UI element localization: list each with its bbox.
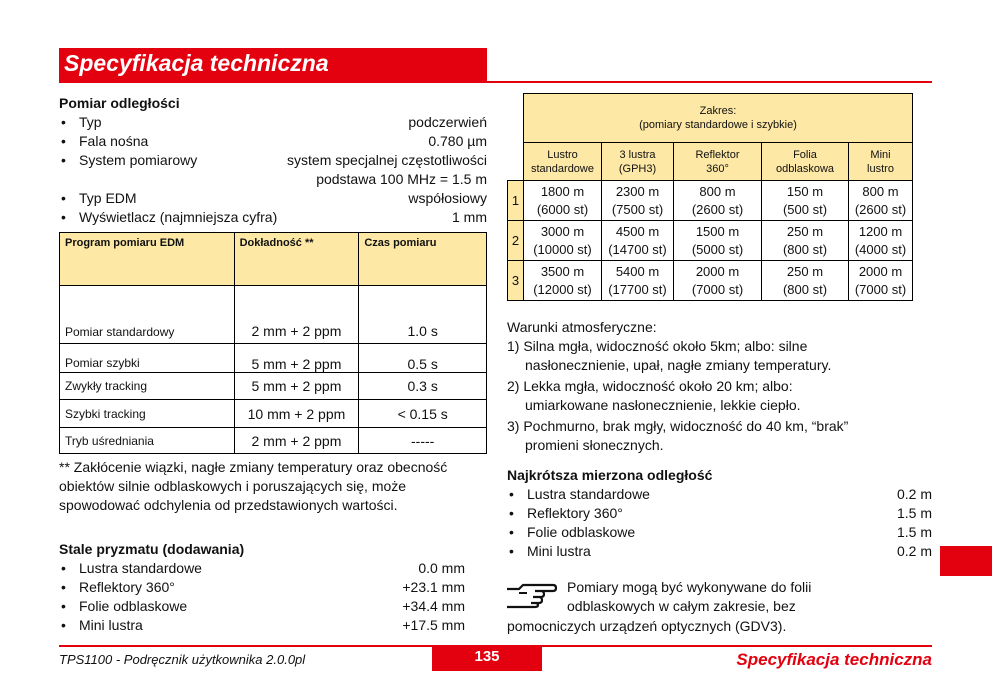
distance-item: • System pomiarowy system specjalnej częstotliwości (61, 152, 487, 168)
table-cell: < 0.15 s (359, 400, 487, 428)
table-cell: 3500 m (12000 st) (524, 261, 602, 301)
table-cell: 0.3 s (359, 373, 487, 400)
table-row (60, 400, 487, 428)
atmos-item: 3) Pochmurno, brak mgły, widoczność do 40 km, “brak” (507, 418, 849, 434)
table-cell: Pomiar standardowy (60, 286, 235, 344)
table-cell: 2300 m (7500 st) (602, 181, 674, 221)
table-row (508, 221, 913, 261)
shortest-item: • Reflektory 360° 1.5 m (509, 505, 932, 521)
range-title: Zakres: (pomiary standardowe i szybkie) (524, 94, 913, 143)
page-title: Specyfikacja techniczna (64, 50, 329, 76)
footer-manual-title: TPS1100 - Podręcznik użytkownika 2.0.0pl (59, 652, 306, 667)
distance-item: • Wyświetlacz (najmniejsza cyfra) 1 mm (61, 209, 487, 225)
atmos-item: 2) Lekka mgła, widoczność około 20 km; albo: (507, 378, 793, 394)
atmos-item: 1) Silna mgła, widoczność około 5km; albo: silne (507, 338, 808, 354)
shortest-item: • Lustra standardowe 0.2 m (509, 486, 932, 502)
distance-heading: Pomiar odległości (59, 95, 180, 111)
distance-item: • Typ EDM współosiowy (61, 190, 487, 206)
table-header-row (60, 233, 487, 286)
footer-section-title: Specyfikacja techniczna (736, 650, 932, 669)
distance-item-continuation: podstawa 100 MHz = 1.5 m (316, 171, 487, 187)
table-cell: Szybki tracking (60, 400, 235, 428)
table-cell: 1200 m (4000 st) (849, 221, 913, 261)
table-cell: 4500 m (14700 st) (602, 221, 674, 261)
atmos-item-cont: umiarkowane nasłonecznienie, lekkie ciepło. (525, 397, 801, 413)
edm-program-table (59, 232, 487, 454)
table-cell: 1500 m (5000 st) (674, 221, 762, 261)
table-cell: 5 mm + 2 ppm (234, 344, 359, 373)
row-number: 1 (508, 181, 524, 221)
table-cell: 250 m (800 st) (762, 261, 849, 301)
note-line: pomocniczych urządzeń optycznych (GDV3). (507, 618, 787, 634)
header-divider (59, 81, 932, 83)
table-cell: 0.5 s (359, 344, 487, 373)
table-cell: 5 mm + 2 ppm (234, 373, 359, 400)
range-title-row (508, 94, 913, 143)
table-cell: 5400 m (17700 st) (602, 261, 674, 301)
table-cell: Pomiar szybki (60, 344, 235, 373)
table-cell: Zwykły tracking (60, 373, 235, 400)
prism-item: • Folie odblaskowe +34.4 mm (61, 598, 465, 614)
column-header: Folia odblaskowa (762, 143, 849, 181)
shortest-item: • Folie odblaskowe 1.5 m (509, 524, 932, 540)
table-cell: 2 mm + 2 ppm (234, 286, 359, 344)
shortest-heading: Najkrótsza mierzona odległość (507, 467, 713, 483)
table-cell: 800 m (2600 st) (849, 181, 913, 221)
prism-item: • Reflektory 360° +23.1 mm (61, 579, 465, 595)
table-cell: 2000 m (7000 st) (849, 261, 913, 301)
column-header: Mini lustro (849, 143, 913, 181)
range-table (507, 93, 913, 301)
column-header: Czas pomiaru (359, 233, 487, 286)
table-row (508, 181, 913, 221)
row-number: 2 (508, 221, 524, 261)
range-column-header-row (508, 143, 913, 181)
table-cell: 1800 m (6000 st) (524, 181, 602, 221)
prism-heading: Stale pryzmatu (dodawania) (59, 541, 245, 557)
atmos-item-cont: nasłonecznienie, upał, nagłe zmiany temperatury. (525, 357, 832, 373)
pointing-hand-icon (505, 583, 557, 609)
distance-item: • Fala nośna 0.780 µm (61, 133, 487, 149)
accuracy-footnote: ** Zakłócenie wiązki, nagłe zmiany temperatury oraz obecność obiektów silnie odblaskowych i poruszających się, może spowodować odchylenia od przedstawionych wartości. (59, 459, 448, 513)
note-line: odblaskowych w całym zakresie, bez (567, 598, 796, 614)
column-header: 3 lustra (GPH3) (602, 143, 674, 181)
table-cell: 3000 m (10000 st) (524, 221, 602, 261)
column-header: Reflektor 360° (674, 143, 762, 181)
atmos-item-cont: promieni słonecznych. (525, 437, 664, 453)
table-cell: ----- (359, 428, 487, 454)
column-header: Program pomiaru EDM (60, 233, 235, 286)
table-row (60, 373, 487, 400)
column-header: Lustro standardowe (524, 143, 602, 181)
shortest-item: • Mini lustra 0.2 m (509, 543, 932, 559)
table-cell: 1.0 s (359, 286, 487, 344)
page-number: 135 (432, 647, 542, 671)
distance-item: • Typ podczerwień (61, 114, 487, 130)
column-header: Dokładność ** (234, 233, 359, 286)
prism-item: • Lustra standardowe 0.0 mm (61, 560, 465, 576)
chapter-tab-marker (940, 546, 992, 576)
row-number: 3 (508, 261, 524, 301)
table-row (508, 261, 913, 301)
table-cell: 10 mm + 2 ppm (234, 400, 359, 428)
prism-item: • Mini lustra +17.5 mm (61, 617, 465, 633)
table-cell: 250 m (800 st) (762, 221, 849, 261)
table-cell: Tryb uśredniania (60, 428, 235, 454)
table-cell: 2000 m (7000 st) (674, 261, 762, 301)
atmos-heading: Warunki atmosferyczne: (507, 319, 657, 335)
table-row (60, 344, 487, 373)
table-row (60, 428, 487, 454)
table-cell: 2 mm + 2 ppm (234, 428, 359, 454)
note-line: Pomiary mogą być wykonywane do folii (567, 579, 812, 595)
table-cell: 150 m (500 st) (762, 181, 849, 221)
table-row (60, 286, 487, 344)
table-cell: 800 m (2600 st) (674, 181, 762, 221)
